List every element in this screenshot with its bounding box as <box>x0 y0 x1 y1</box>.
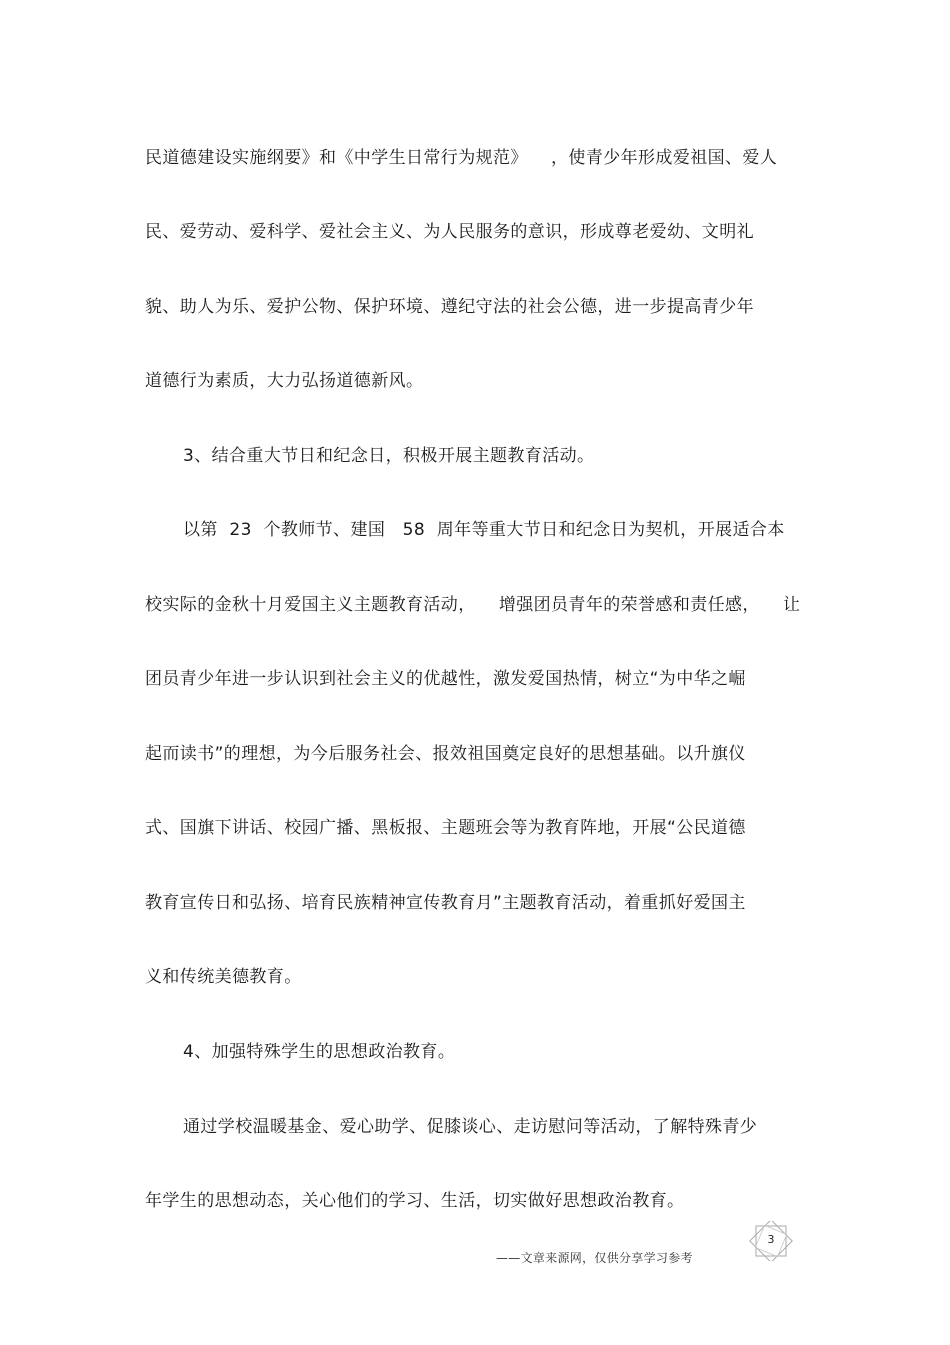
paragraph-line: 起而读书”的理想，为今后服务社会、报效祖国奠定良好的思想基础。以升旗仪 <box>145 744 746 764</box>
paragraph-line: 式、国旗下讲话、校园广播、黑板报、主题班会等为教育阵地，开展“公民道德 <box>145 818 746 838</box>
paragraph-line: 校实际的金秋十月爱国主义主题教育活动， 增强团员青年的荣誉感和责任感， 让 <box>145 595 801 615</box>
paragraph-line: 通过学校温暖基金、爱心助学、促膝谈心、走访慰问等活动，了解特殊青少 <box>183 1117 758 1137</box>
paragraph-line: 义和传统美德教育。 <box>145 967 302 987</box>
paragraph-line: 民、爱劳动、爱科学、爱社会主义、为人民服务的意识，形成尊老爱幼、文明礼 <box>145 222 754 242</box>
page-number-badge <box>748 1221 794 1261</box>
paragraph-line: 年学生的思想动态，关心他们的学习、生活，切实做好思想政治教育。 <box>145 1191 685 1211</box>
paragraph-line: 民道德建设实施纲要》和《中学生日常行为规范》 ，使青少年形成爱祖国、爱人 <box>145 148 778 168</box>
source-note: ——文章来源网，仅供分享学习参考 <box>496 1251 693 1265</box>
paragraph-line: 教育宣传日和弘扬、培育民族精神宣传教育月”主题教育活动，着重抓好爱国主 <box>145 893 746 913</box>
page-number: 3 <box>767 1233 775 1246</box>
section-heading: 4、加强特殊学生的思想政治教育。 <box>183 1042 456 1062</box>
paragraph-line: 以第 23 个教师节、建国 58 周年等重大节日和纪念日为契机，开展适合本 <box>183 520 785 540</box>
paragraph-line: 团员青少年进一步认识到社会主义的优越性，激发爱国热情，树立“为中华之崛 <box>145 669 746 689</box>
section-heading: 3、结合重大节日和纪念日，积极开展主题教育活动。 <box>183 446 595 466</box>
paragraph-line: 道德行为素质，大力弘扬道德新风。 <box>145 371 424 391</box>
paragraph-line: 貌、助人为乐、爱护公物、保护环境、遵纪守法的社会公德，进一步提高青少年 <box>145 297 754 317</box>
